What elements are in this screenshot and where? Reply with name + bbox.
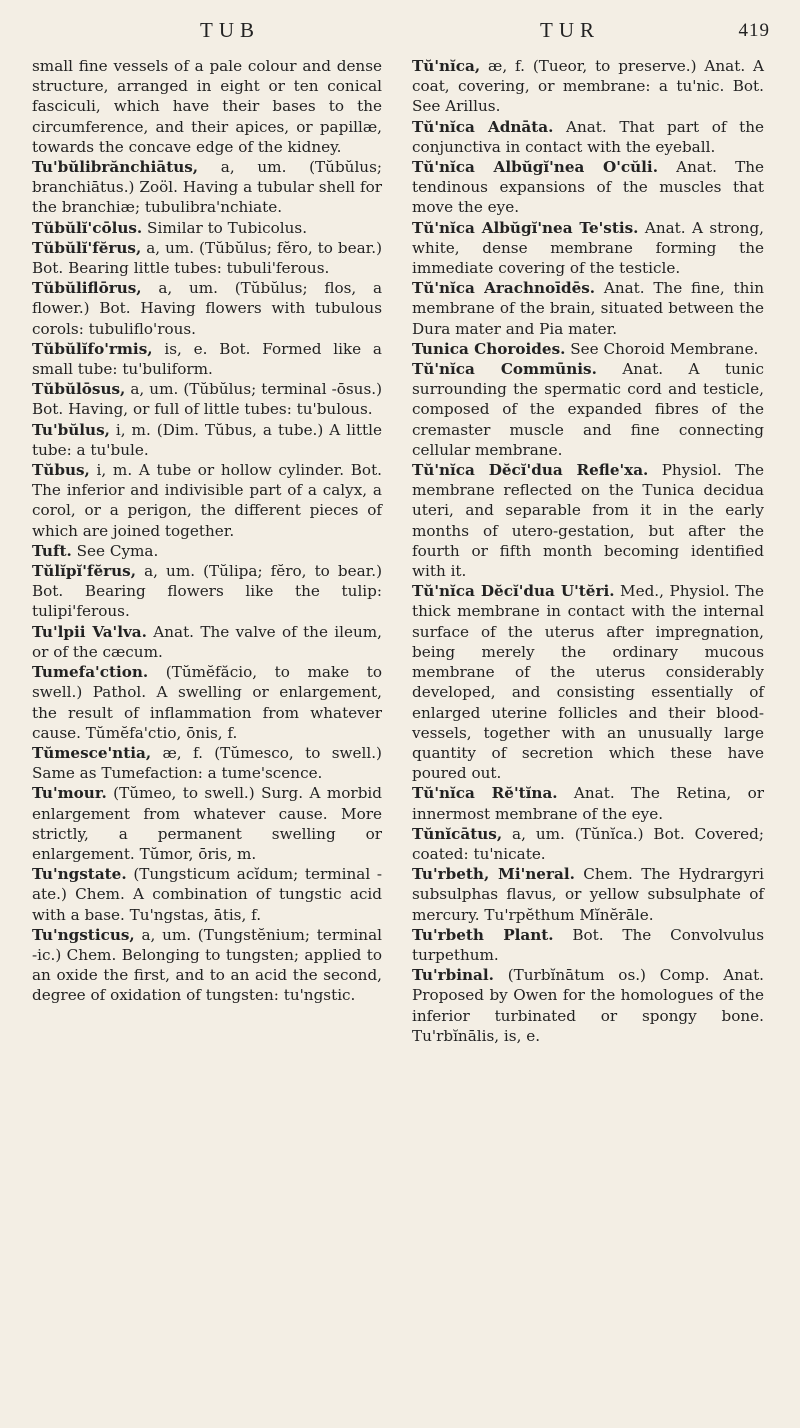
entry-definition: Anat. The fine, thin membrane of the brain, situated between the Dura mater and Pia mater. xyxy=(412,279,764,338)
dictionary-entry xyxy=(412,218,764,279)
entry-definition: See Cyma. xyxy=(71,541,159,560)
entry-definition: i, m. A tube or hollow cylinder. Bot. The inferior and indivisible part of a calyx, a corol, or a perigon, the different pieces of which are joined together. xyxy=(32,461,382,540)
entry-headword: Tŭ'nĭca Arachnoīdēs. xyxy=(412,279,596,298)
entry-definition: æ, f. (Tŭmesco, to swell.) Same as Tumefaction: a tume'scence. xyxy=(32,743,382,783)
entry-headword: Tu'mour. xyxy=(32,784,107,803)
entry-definition: Anat. The valve of the ileum, or of the cæcum. xyxy=(32,622,383,661)
entry-definition: (Turbĭnātum os.) Comp. Anat. Proposed by Owen for the homologues of the inferior turbinated or spongy bone. Tu'rbĭnālis, is, e. xyxy=(412,966,764,1045)
entry-definition: Similar to Tubicolus. xyxy=(142,218,308,237)
entry-headword: Tŭ'nĭca Albŭgĭ'nea Te'stis. xyxy=(412,218,639,237)
entry-definition: See Choroid Membrane. xyxy=(565,339,759,358)
entry-headword: Tŭmesce'ntia, xyxy=(32,743,152,762)
dictionary-entry xyxy=(412,278,764,339)
entry-headword: Tŭbŭlōsus, xyxy=(32,380,126,399)
dictionary-entry xyxy=(412,56,764,117)
entry-headword: Tu'lpii Va'lva. xyxy=(32,622,147,641)
entry-definition: is, e. Bot. Formed like a small tube: tu'buliform. xyxy=(32,339,382,379)
entry-definition: i, m. (Dim. Tŭbus, a tube.) A little tube: a tu'bule. xyxy=(32,420,382,459)
entry-headword: Tu'rbinal. xyxy=(412,966,494,985)
entry-definition: Anat. That part of the conjunctiva in contact with the eyeball. xyxy=(412,117,764,156)
entry-definition: small fine vessels of a pale colour and dense structure, arranged in eight or ten conical fasciculi, which have their bases to the circumference, and their apices, or papillæ, towards the concave edge of the kidney. xyxy=(32,57,382,156)
entry-headword: Tŭ'nĭca Adnāta. xyxy=(412,117,554,136)
entry-definition: a, um. (Tŭbŭlus; terminal -ōsus.) Bot. Having, or full of little tubes: tu'bulous. xyxy=(32,380,382,419)
dictionary-entry xyxy=(412,460,764,581)
dictionary-entry xyxy=(412,117,764,157)
entry-headword: Tŭbŭlĭ'fĕrus, xyxy=(32,238,142,257)
entry-definition: (Tungsticum acĭdum; terminal -ate.) Chem. A combination of tungstic acid with a base. Tu'ngstas, ātis, f. xyxy=(32,865,382,924)
entry-headword: Tu'ngsticus, xyxy=(32,925,135,944)
dictionary-entry xyxy=(412,339,764,359)
entry-definition: Chem. The Hydrargyri subsulphas flavus, or yellow subsulphate of mercury. Tu'rpĕthum Mĭnĕrāle. xyxy=(412,865,764,924)
entry-definition: Physiol. The membrane reflected on the Tunica decidua uteri, and separable from it in the early months of utero-gestation, but after the fourth or fifth month becoming identified with it. xyxy=(412,461,764,581)
entry-definition: Anat. The Retina, or innermost membrane of the eye. xyxy=(412,784,764,823)
entry-headword: Tŭbus, xyxy=(32,461,90,480)
dictionary-entry xyxy=(412,864,764,925)
entry-headword: Tu'ngstate. xyxy=(32,865,127,884)
left-column xyxy=(32,56,382,1006)
dictionary-entry xyxy=(412,359,764,460)
dictionary-entry xyxy=(412,965,764,1046)
running-header xyxy=(0,18,800,48)
dictionary-entry xyxy=(32,379,382,419)
dictionary-entry xyxy=(32,460,382,541)
dictionary-entry xyxy=(412,581,764,783)
entry-headword: Tŭbŭlĭfo'rmis, xyxy=(32,339,153,358)
page-number: 419 xyxy=(738,20,770,41)
dictionary-entry xyxy=(32,157,382,218)
entry-headword: Tŭ'nĭca Rĕ'tĭna. xyxy=(412,784,558,803)
entry-headword: Tunica Choroides. xyxy=(412,339,566,358)
dictionary-entry xyxy=(32,238,382,278)
entry-headword: Tumefa'ction. xyxy=(32,663,149,682)
entry-headword: Tu'bŭlus, xyxy=(32,420,110,439)
dictionary-entry xyxy=(32,864,382,925)
dictionary-entry xyxy=(32,541,382,561)
dictionary-entry xyxy=(32,56,382,157)
dictionary-entry xyxy=(32,743,382,783)
entry-headword: Tu'bŭlibrănchiātus, xyxy=(32,158,199,177)
entry-definition: Anat. The tendinous expansions of the muscles that move the eye. xyxy=(412,158,764,217)
entry-headword: Tŭ'nĭca Albŭgĭ'nea O'cŭli. xyxy=(412,158,658,177)
dictionary-entry xyxy=(32,339,382,379)
header-right-guide-word: TUR xyxy=(540,18,600,42)
dictionary-entry xyxy=(412,783,764,823)
entry-definition: a, um. (Tŭbŭlus; flos, a flower.) Bot. Having flowers with tubulous corols: tubuliflo'rous. xyxy=(32,279,382,338)
entry-headword: Tŭ'nĭca Dĕcĭ'dua Refle'xa. xyxy=(412,461,649,480)
entry-headword: Tu'rbeth Plant. xyxy=(412,925,554,944)
entry-headword: Tŭ'nĭca Dĕcĭ'dua U'tĕri. xyxy=(412,582,615,601)
right-column xyxy=(412,56,764,1046)
dictionary-entry xyxy=(412,824,764,864)
dictionary-entry xyxy=(32,783,382,864)
entry-headword: Tŭbŭliflōrus, xyxy=(32,279,142,298)
dictionary-entry xyxy=(32,662,382,743)
entry-definition: Anat. A tunic surrounding the spermatic cord and testicle, composed of the expanded fibres of the cremaster muscle and fine connecting cellular membrane. xyxy=(412,360,765,459)
entry-headword: Tu'rbeth, Mi'neral. xyxy=(412,865,575,884)
entry-definition: a, um. (Tŭlipa; fĕro, to bear.) Bot. Bearing flowers like the tulip: tulipi'ferous. xyxy=(32,562,382,621)
entry-headword: Tŭ'nĭca Commūnis. xyxy=(412,360,597,379)
dictionary-entry xyxy=(32,622,382,662)
dictionary-entry xyxy=(412,925,764,965)
dictionary-entry xyxy=(32,420,382,460)
entry-definition: Anat. A strong, white, dense membrane forming the immediate covering of the testicle. xyxy=(412,218,765,278)
dictionary-entry xyxy=(32,218,382,238)
entry-headword: Tuft. xyxy=(32,541,72,560)
entry-headword: Tŭ'nĭca, xyxy=(412,57,481,75)
entry-definition: æ, f. (Tueor, to preserve.) Anat. A coat, covering, or membrane: a tu'nic. Bot. See Arillus. xyxy=(412,57,764,116)
dictionary-entry xyxy=(412,157,764,218)
entry-headword: Tŭnĭcātus, xyxy=(412,824,503,843)
entry-definition: Med., Physiol. The thick membrane in contact with the internal surface of the uterus after impregnation, being merely the ordinary mucous membrane of the uterus considerably developed, and consisting essentially of enlarged uterine follicles and their blood-vessels, together with an unusually large quantity of secretion which these have poured out. xyxy=(412,582,764,783)
entry-definition: a, um. (Tŭbŭlus; fĕro, to bear.) Bot. Bearing little tubes: tubuli'ferous. xyxy=(32,238,382,278)
dictionary-entry xyxy=(32,925,382,1006)
entry-definition: (Tŭmeo, to swell.) Surg. A morbid enlargement from whatever cause. More strictly, a permanent swelling or enlargement. Tŭmor, ōris, m. xyxy=(32,784,382,863)
entry-definition: (Tŭmĕfăcio, to make to swell.) Pathol. A swelling or enlargement, the result of inflammation from whatever cause. Tŭmĕfa'ctio, ōnis, f. xyxy=(32,663,382,742)
dictionary-entry xyxy=(32,561,382,622)
header-left-guide-word: TUB xyxy=(200,18,260,42)
entry-definition: a, um. (Tŭbŭlus; branchiātus.) Zoöl. Having a tubular shell for the branchiæ; tubulibra'nchiate. xyxy=(32,158,382,217)
entry-headword: Tŭlĭpĭ'fĕrus, xyxy=(32,562,136,581)
entry-definition: Bot. The Convolvulus turpethum. xyxy=(412,925,764,964)
entry-definition: a, um. (Tungstĕnium; terminal -ic.) Chem. Belonging to tungsten; applied to an oxide the first, and to an acid the second, degree of oxidation of tungsten: tu'ngstic. xyxy=(32,925,382,1005)
entry-headword: Tŭbŭlĭ'cōlus. xyxy=(32,218,143,237)
dictionary-entry xyxy=(32,278,382,339)
entry-definition: a, um. (Tŭnĭca.) Bot. Covered; coated: tu'nicate. xyxy=(412,824,764,863)
